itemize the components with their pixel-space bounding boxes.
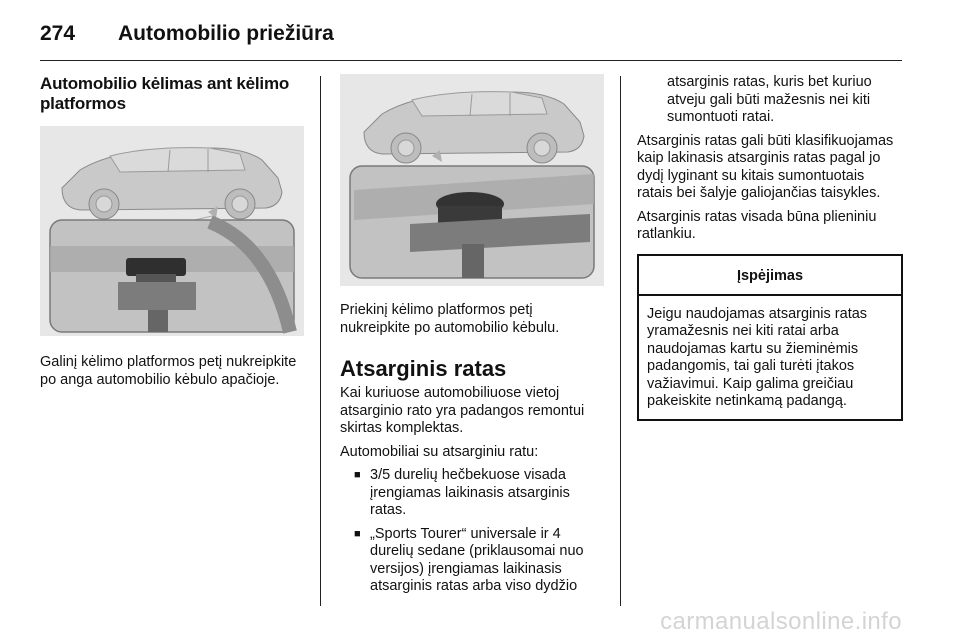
bullet-continuation: atsarginis ratas, kuris bet kuriuo atveju gali būti mažesnis nei kiti sumontuoti ratai. (667, 74, 872, 125)
column-3 (637, 74, 903, 421)
caption-rear-arm: Galinį kėlimo platformos petį nukreipkite po anga automobilio kėbulo apačioje. (40, 354, 297, 388)
section-title-lift: Automobilio kėlimas ant kėlimo platformos (40, 74, 290, 113)
car-front-lift-illustration (340, 74, 604, 286)
caption-front-arm: Priekinį kėlimo platformos petį nukreipkite po automobilio kėbulu. (340, 302, 560, 336)
warning-text: Jeigu naudojamas atsarginis ratas yramažesnis nei kiti ratai arba naudojamas kartu su žieminėmis padangomis, tai gali turėti įtakos važiavimui. Kaip galima greičiau pakeiskite netinkamą padangą. (647, 305, 868, 409)
column-1 (40, 74, 308, 395)
warning-title: Įspėjimas (639, 256, 901, 296)
heading-spare-wheel: Atsarginis ratas (340, 356, 507, 381)
column-2 (340, 74, 604, 602)
column-divider-1 (320, 76, 321, 606)
figure-front-lift-arm (340, 74, 604, 286)
watermark: carmanualsonline.info (660, 608, 902, 635)
page-header (40, 14, 902, 54)
column-divider-2 (620, 76, 621, 606)
bullet-square-icon: ■ (354, 527, 361, 540)
running-title: Automobilio priežiūra (118, 22, 334, 45)
spare-bullet-list (354, 467, 604, 596)
warning-box (637, 254, 903, 421)
spare-para-3: Atsarginis ratas gali būti klasifikuojamas kaip lakinasis atsarginis ratas pagal jo dydį lyginant su kitais sumontuotais ratais bei šalyje galiojančias taisykles. (637, 132, 894, 201)
spare-para-4: Atsarginis ratas visada būna plieniniu ratlankiu. (637, 208, 877, 242)
bullet-square-icon: ■ (354, 469, 361, 481)
header-rule (40, 60, 902, 61)
figure-rear-lift-arm (40, 126, 304, 336)
list-item: ■ „Sports Tourer“ universale ir 4 durelių sedane (priklausomai nuo versijos) įrengiamas laikinasis atsarginis ratas arba viso dydžio (354, 525, 584, 594)
car-rear-lift-illustration (40, 126, 304, 336)
list-item: ■ 3/5 durelių hečbekuose visada įrengiamas laikinasis atsarginis ratas. (354, 467, 570, 518)
spare-para-2: Automobiliai su atsarginiu ratu: (340, 443, 539, 460)
spare-para-1: Kai kuriuose automobiliuose vietoj atsarginio rato yra padangos remontui skirtas komplektas. (340, 385, 585, 436)
page-number: 274 (40, 22, 76, 45)
